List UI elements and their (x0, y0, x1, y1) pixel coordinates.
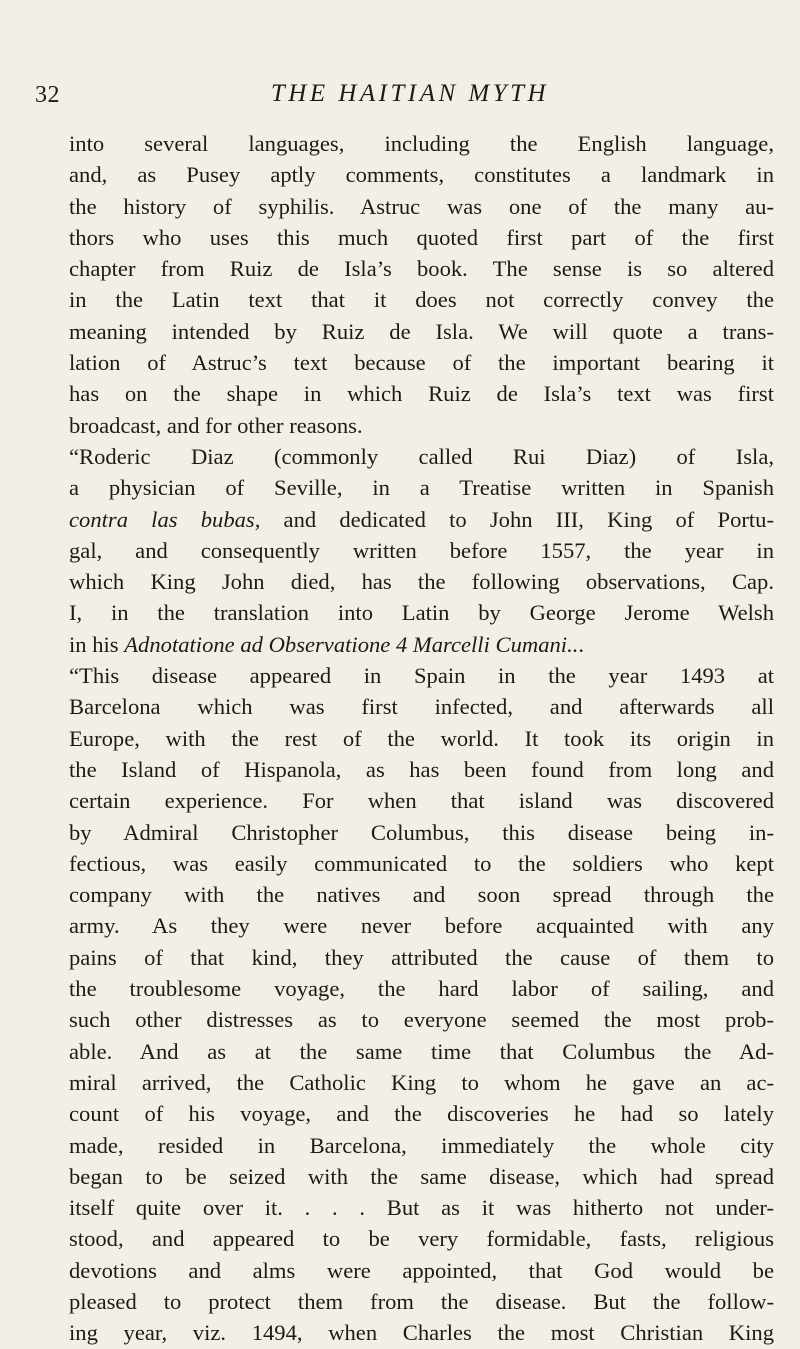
text-segment: chapter from Ruiz de Isla’s book. The sense is so altered (69, 256, 774, 282)
text-segment: company with the natives and soon spread through the (69, 882, 774, 908)
italic-text-segment: Adnotatione ad Observatione 4 Marcelli Cumani.. (124, 631, 579, 657)
text-line (69, 942, 774, 973)
text-line (69, 910, 774, 941)
text-segment: broadcast, and for other reasons. (69, 412, 363, 438)
text-segment: such other distresses as to everyone seemed the most prob- (69, 1007, 774, 1033)
text-segment: in his (69, 631, 125, 657)
text-segment: pleased to protect them from the disease. But the follow- (69, 1288, 774, 1314)
text-segment: thors who uses this much quoted first part of the first (69, 224, 774, 250)
text-line (69, 1317, 774, 1348)
text-segment: “Roderic Diaz (commonly called Rui Diaz) of Isla, (69, 443, 774, 469)
text-line (69, 723, 774, 754)
text-segment: pains of that kind, they attributed the cause of them to (69, 944, 774, 970)
text-segment: the history of syphilis. Astruc was one of the many au- (69, 193, 774, 219)
text-segment: Europe, with the rest of the world. It took its origin in (69, 725, 774, 751)
text-line (69, 785, 774, 816)
text-line (69, 472, 774, 503)
text-line (69, 159, 774, 190)
text-line (69, 597, 774, 628)
text-segment: the troublesome voyage, the hard labor of sailing, and (69, 976, 774, 1002)
text-segment: devotions and alms were appointed, that God would be (69, 1257, 774, 1283)
text-segment: which King John died, has the following observations, Cap. (69, 569, 774, 595)
text-segment: itself quite over it. . . . But as it was hitherto not under- (69, 1195, 774, 1221)
text-line (69, 848, 774, 879)
text-line (69, 1161, 774, 1192)
text-line (69, 1036, 774, 1067)
text-segment: a physician of Seville, in a Treatise written in Spanish (69, 475, 774, 501)
text-line (69, 253, 774, 284)
text-segment: count of his voyage, and the discoveries he had so lately (69, 1101, 774, 1127)
text-line (69, 504, 774, 535)
text-segment: has on the shape in which Ruiz de Isla’s text was first (69, 381, 774, 407)
text-line (69, 1098, 774, 1129)
text-line (69, 378, 774, 409)
text-line (69, 441, 774, 472)
text-segment: army. As they were never before acquainted with any (69, 913, 774, 939)
text-line (69, 1255, 774, 1286)
text-segment: meaning intended by Ruiz de Isla. We will quote a trans- (69, 318, 774, 344)
text-segment: fectious, was easily communicated to the soldiers who kept (69, 850, 774, 876)
text-line (69, 316, 774, 347)
text-line (69, 410, 774, 441)
text-segment: lation of Astruc’s text because of the important bearing it (69, 350, 774, 376)
body-text (69, 128, 774, 1349)
text-line (69, 1067, 774, 1098)
text-line (69, 629, 774, 660)
text-line (69, 1130, 774, 1161)
text-line (69, 1286, 774, 1317)
text-segment: gal, and consequently written before 1557, the year in (69, 537, 774, 563)
page-number: 32 (35, 82, 60, 108)
text-line (69, 222, 774, 253)
text-segment: began to be seized with the same disease, which had spread (69, 1163, 774, 1189)
text-segment: ing year, viz. 1494, when Charles the most Christian King (69, 1320, 774, 1346)
text-segment: in the Latin text that it does not correctly convey the (69, 287, 774, 313)
text-segment: and dedicated to John III, King of Portu- (260, 506, 774, 532)
text-segment: made, resided in Barcelona, immediately the whole city (69, 1132, 774, 1158)
running-head: THE HAITIAN MYTH (270, 80, 550, 107)
text-line (69, 1004, 774, 1035)
text-line (69, 879, 774, 910)
text-line (69, 660, 774, 691)
italic-text-segment: contra las bubas, (69, 506, 261, 532)
text-segment: . (578, 631, 585, 657)
text-segment: into several languages, including the English language, (69, 131, 774, 156)
text-line (69, 284, 774, 315)
text-segment: certain experience. For when that island was discovered (69, 788, 774, 814)
text-segment: I, in the translation into Latin by George Jerome Welsh (69, 600, 774, 626)
text-line (69, 128, 774, 159)
text-line (69, 1192, 774, 1223)
text-line (69, 191, 774, 222)
text-line (69, 754, 774, 785)
text-line (69, 817, 774, 848)
text-segment: Barcelona which was first infected, and afterwards all (69, 694, 774, 720)
text-line (69, 691, 774, 722)
text-segment: the Island of Hispanola, as has been found from long and (69, 756, 774, 782)
text-segment: stood, and appeared to be very formidable, fasts, religious (69, 1226, 774, 1252)
text-line (69, 347, 774, 378)
text-segment: and, as Pusey aptly comments, constitutes a landmark in (69, 162, 774, 188)
text-line (69, 1223, 774, 1254)
text-segment: “This disease appeared in Spain in the year 1493 at (69, 663, 774, 689)
text-line (69, 973, 774, 1004)
text-segment: by Admiral Christopher Columbus, this disease being in- (69, 819, 774, 845)
text-segment: miral arrived, the Catholic King to whom he gave an ac- (69, 1069, 774, 1095)
text-line (69, 535, 774, 566)
text-line (69, 566, 774, 597)
text-segment: able. And as at the same time that Columbus the Ad- (69, 1038, 774, 1064)
